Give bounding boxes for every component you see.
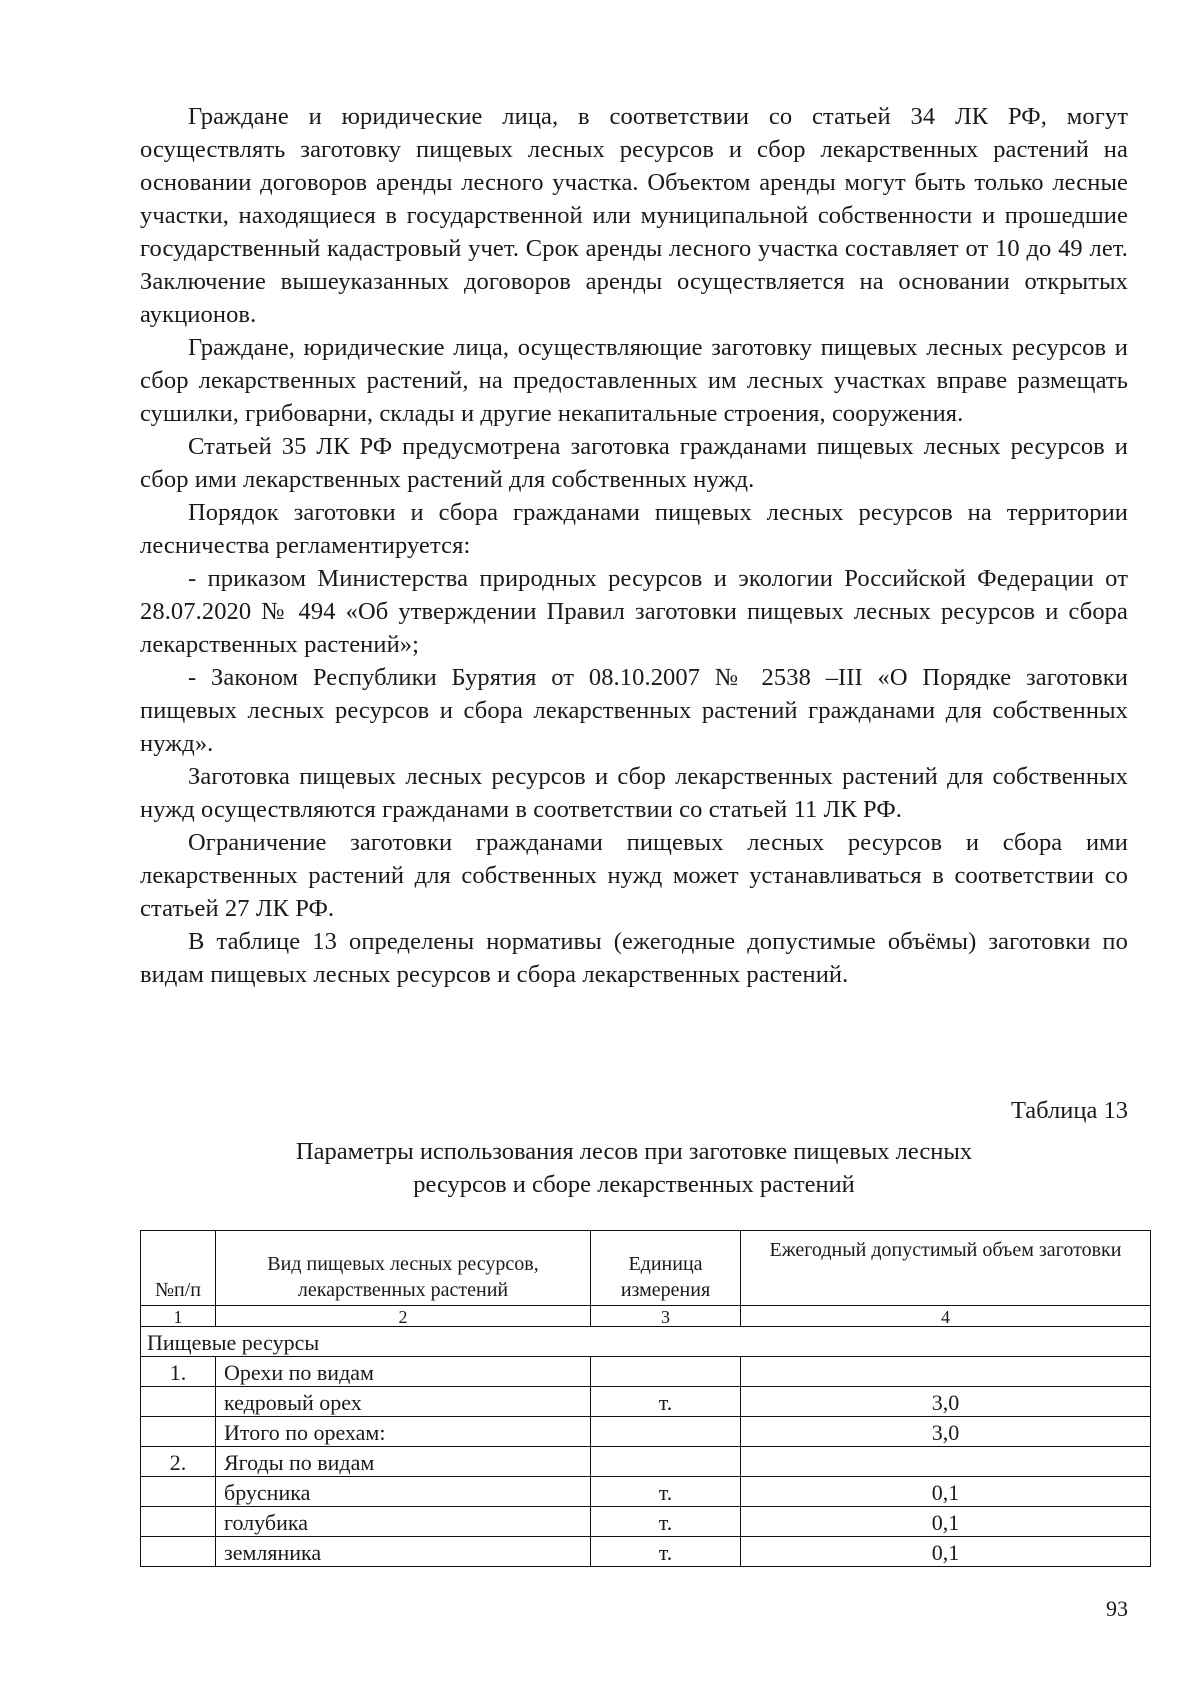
row-name: Ягоды по видам xyxy=(216,1447,591,1477)
row-unit xyxy=(591,1417,741,1447)
table-row xyxy=(141,1387,1151,1417)
row-num xyxy=(141,1507,216,1537)
header-unit: Единица измерения xyxy=(591,1231,741,1306)
table-title-line: ресурсов и сборе лекарственных растений xyxy=(413,1171,855,1198)
section-title: Пищевые ресурсы xyxy=(141,1327,1151,1357)
row-name: Итого по орехам: xyxy=(216,1417,591,1447)
row-name: брусника xyxy=(216,1477,591,1507)
paragraph: В таблице 13 определены нормативы (ежегодные допустимые объёмы) заготовки по видам пищевых лесных ресурсов и сбора лекарственных растений. xyxy=(140,928,1128,988)
paragraph: Статьей 35 ЛК РФ предусмотрена заготовка гражданами пищевых лесных ресурсов и сбор ими лекарственных растений для собственных нужд. xyxy=(140,433,1128,493)
paragraph: Граждане, юридические лица, осуществляющие заготовку пищевых лесных ресурсов и сбор лекарственных растений, на предоставленных им лесных участках вправе размещать сушилки, грибоварни, склады и другие некапитальные строения, сооружения. xyxy=(140,334,1128,427)
row-num xyxy=(141,1477,216,1507)
row-value: 0,1 xyxy=(741,1477,1151,1507)
row-unit: т. xyxy=(591,1507,741,1537)
row-unit xyxy=(591,1357,741,1387)
column-number-row xyxy=(141,1306,1151,1327)
row-unit xyxy=(591,1447,741,1477)
row-num: 1. xyxy=(141,1357,216,1387)
row-num xyxy=(141,1537,216,1567)
table-row xyxy=(141,1507,1151,1537)
row-value: 3,0 xyxy=(741,1387,1151,1417)
paragraph: Заготовка пищевых лесных ресурсов и сбор лекарственных растений для собственных нужд осуществляются гражданами в соответствии со статьей 11 ЛК РФ. xyxy=(140,763,1128,823)
paragraph: Порядок заготовки и сбора гражданами пищевых лесных ресурсов на территории лесничества регламентируется: xyxy=(140,499,1128,559)
parameters-table xyxy=(140,1230,1151,1567)
row-name: голубика xyxy=(216,1507,591,1537)
table-row xyxy=(141,1417,1151,1447)
page-number: 93 xyxy=(1106,1596,1128,1621)
row-num xyxy=(141,1417,216,1447)
row-value: 3,0 xyxy=(741,1417,1151,1447)
table-row xyxy=(141,1447,1151,1477)
column-number: 4 xyxy=(741,1306,1151,1327)
column-number: 3 xyxy=(591,1306,741,1327)
list-item: - приказом Министерства природных ресурсов и экологии Российской Федерации от 28.07.2020 № 494 «Об утверждении Правил заготовки пищевых лесных ресурсов и сбора лекарственных растений»; xyxy=(140,565,1128,658)
row-value: 0,1 xyxy=(741,1507,1151,1537)
row-name: Орехи по видам xyxy=(216,1357,591,1387)
row-unit: т. xyxy=(591,1477,741,1507)
table-row xyxy=(141,1537,1151,1567)
row-num xyxy=(141,1387,216,1417)
list-item: - Законом Республики Бурятия от 08.10.2007 № 2538 –III «О Порядке заготовки пищевых лесных ресурсов и сбора лекарственных растений гражданами для собственных нужд». xyxy=(140,664,1128,757)
row-unit: т. xyxy=(591,1537,741,1567)
row-num: 2. xyxy=(141,1447,216,1477)
table-header-row xyxy=(141,1231,1151,1306)
table-title-line: Параметры использования лесов при заготовке пищевых лесных xyxy=(295,1138,973,1165)
column-number: 1 xyxy=(141,1306,216,1327)
table-label: Таблица 13 xyxy=(1010,1097,1128,1124)
row-unit: т. xyxy=(591,1387,741,1417)
column-number: 2 xyxy=(216,1306,591,1327)
header-num: №п/п xyxy=(141,1231,216,1306)
table-row xyxy=(141,1357,1151,1387)
table-row xyxy=(141,1477,1151,1507)
body-text xyxy=(140,100,1128,991)
paragraph: Граждане и юридические лица, в соответствии со статьей 34 ЛК РФ, могут осуществлять заготовку пищевых лесных ресурсов и сбор лекарственных растений на основании договоров аренды лесного участка. Объектом аренды могут быть только лесные участки, находящиеся в государственной или муниципальной собственности и прошедшие государственный кадастровый учет. Срок аренды лесного участка составляет от 10 до 49 лет. Заключение вышеуказанных договоров аренды осуществляется на основании открытых аукционов. xyxy=(140,103,1128,328)
table-title xyxy=(140,1135,1128,1201)
row-name: кедровый орех xyxy=(216,1387,591,1417)
row-value xyxy=(741,1357,1151,1387)
row-value: 0,1 xyxy=(741,1537,1151,1567)
section-row xyxy=(141,1327,1151,1357)
row-name: земляника xyxy=(216,1537,591,1567)
paragraph: Ограничение заготовки гражданами пищевых лесных ресурсов и сбора ими лекарственных растений для собственных нужд может устанавливаться в соответствии со статьей 27 ЛК РФ. xyxy=(140,829,1128,922)
row-value xyxy=(741,1447,1151,1477)
header-volume: Ежегодный допустимый объем заготовки xyxy=(741,1231,1151,1306)
header-type: Вид пищевых лесных ресурсов, лекарственных растений xyxy=(216,1231,591,1306)
